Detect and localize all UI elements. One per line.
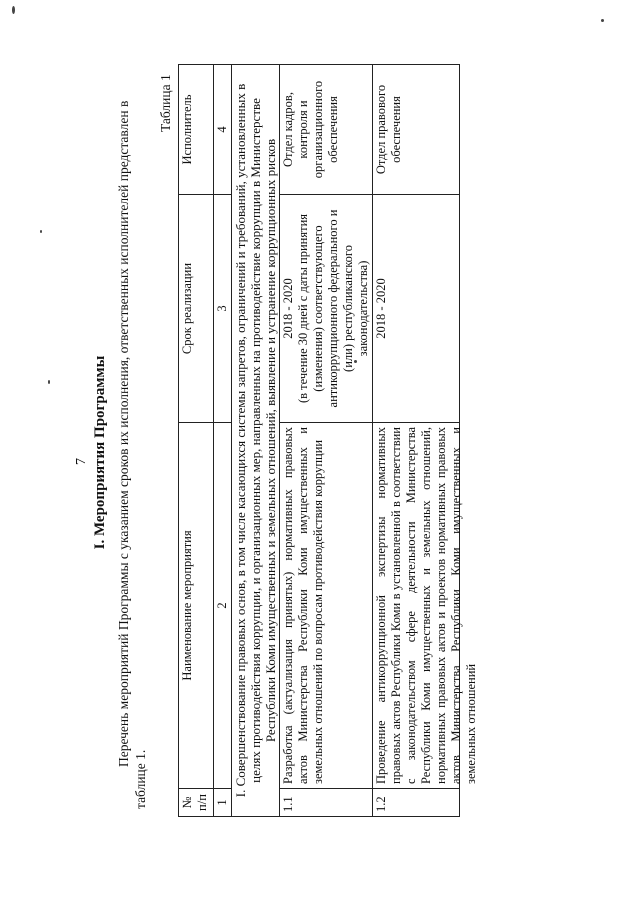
section-heading: I. Совершенствование правовых основ, в том числе касающихся системы запретов, ограничений и требований, установленных в целях противодействия коррупции, и организационных мер, направленных на противодействие коррупции в Министерстве Республики Коми имущественных и земельных отношений, выявление и устранение коррупционных рисков <box>232 65 280 817</box>
table-row <box>373 65 460 817</box>
row-executor: Отдел правового обеспечения <box>373 65 460 195</box>
row-number: 1.1 <box>280 789 373 817</box>
intro-paragraph <box>115 79 149 809</box>
column-header-num: № п/п <box>179 789 214 817</box>
row-name-cell <box>373 423 478 789</box>
header-row <box>179 65 214 817</box>
page-number: 7 <box>74 458 89 465</box>
column-number: 3 <box>214 195 232 423</box>
section-heading-row <box>232 65 280 817</box>
row-term <box>280 195 373 423</box>
row-executor: Отдел кадров, контроля и организационного обеспечения <box>280 65 373 195</box>
column-number: 1 <box>214 789 232 817</box>
table-row <box>280 65 373 817</box>
row-number: 1.2 <box>373 789 460 817</box>
intro-line: таблице 1. <box>133 749 148 809</box>
row-term-detail: (в течение 30 дней с даты принятия (изменения) соответствующего антикоррупционного федерального и (или) республиканского законодательства) <box>296 209 370 408</box>
column-header-term: Срок реализации <box>179 195 214 423</box>
column-header-executor: Исполнитель <box>179 65 214 195</box>
program-table <box>178 64 478 817</box>
column-number: 4 <box>214 65 232 195</box>
table-label: Таблица 1 <box>158 74 173 132</box>
row-term-period: 2018 - 2020 <box>374 278 388 339</box>
row-name: Разработка (актуализация принятых) нормативных правовых актов Министерства Республики Коми имущественных и земельных отношений по вопросам противодействия коррупции <box>280 423 373 789</box>
row-term-period: 2018 - 2020 <box>281 278 295 339</box>
row-term <box>373 195 460 423</box>
intro-line: Перечень мероприятий Программы с указанием сроков их исполнения, ответственных исполнителей представлен в <box>116 100 131 767</box>
column-number: 2 <box>214 423 232 789</box>
section-title: I. Мероприятия Программы <box>92 355 108 550</box>
column-header-name: Наименование мероприятия <box>179 423 214 789</box>
row-name: Проведение антикоррупционной экспертизы нормативных правовых актов Республики Коми в установленной в соответствии с законодательством сфере деятельности Министерства Республики Коми имущественных и земельных отношений, нормативных правовых актов и проектов нормативных правовых актов Министерства Республики Коми имущественных и земельных отношений <box>374 427 478 784</box>
column-number-row <box>214 65 232 817</box>
